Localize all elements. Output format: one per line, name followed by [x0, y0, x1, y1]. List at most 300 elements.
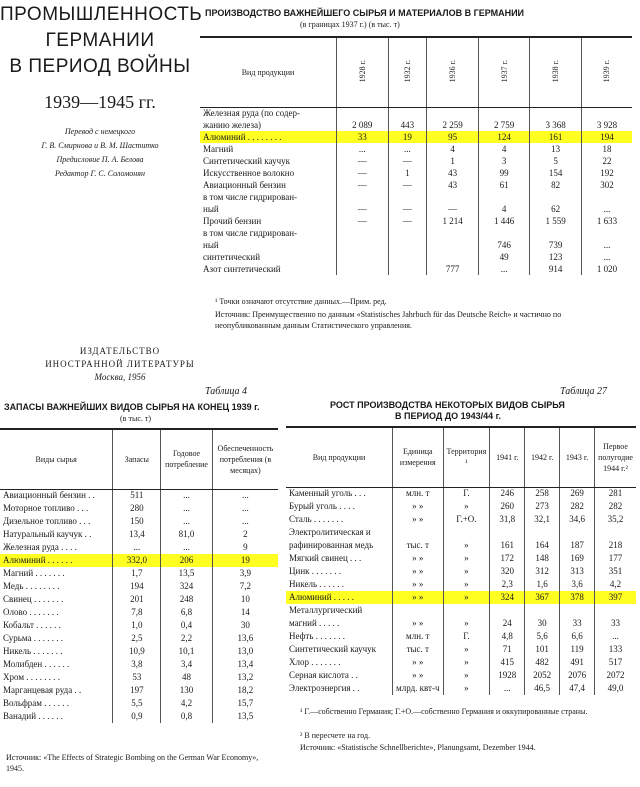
table-cell: 123	[530, 251, 582, 263]
table-cell: млн. т	[393, 630, 444, 643]
row-label: Мягкий свинец . . .	[289, 553, 362, 563]
table-row	[286, 669, 636, 682]
table-cell: 1 020	[581, 263, 632, 275]
t4-source: Источник: «The Effects of Strategic Bombing on the German War Economy», 1945.	[6, 753, 259, 773]
table-row	[286, 552, 636, 565]
table-cell: 71	[490, 643, 525, 656]
table-cell: 13,4	[212, 658, 278, 671]
row-label: Синтетический каучук	[203, 155, 290, 166]
table-row	[200, 191, 632, 203]
table-cell: 9	[212, 541, 278, 554]
column-header: Обеспеченность потребления (в месяцах)	[212, 429, 278, 489]
table-cell: 187	[560, 539, 595, 552]
table-cell	[337, 227, 389, 239]
table-cell: 61	[478, 179, 530, 191]
table-cell: 4,2	[161, 697, 213, 710]
row-label: магний . . . . .	[289, 618, 340, 628]
table-cell	[443, 526, 490, 539]
column-header: 1928 г.	[337, 37, 389, 107]
table-cell: 313	[560, 565, 595, 578]
table-cell: 397	[595, 591, 636, 604]
column-header: Территория ¹	[443, 427, 490, 487]
table-cell: 1	[388, 167, 427, 179]
publisher	[20, 345, 220, 384]
table-cell	[337, 191, 389, 203]
table-cell: 15,7	[212, 697, 278, 710]
table-cell: »	[443, 591, 490, 604]
table-cell: 4,8	[490, 630, 525, 643]
table-cell: 491	[560, 656, 595, 669]
row-label: Алюминий . . . . . .	[3, 555, 73, 565]
row-label: Олово . . . . . . .	[3, 607, 59, 617]
table-cell: » »	[393, 578, 444, 591]
t4-subtitle: (в тыс. т)	[120, 414, 152, 423]
table-cell: ...	[212, 515, 278, 528]
t27-source: Источник: «Statistische Schnellberichte», Planungsamt, Dezember 1944.	[300, 743, 536, 752]
table-cell: 1	[427, 155, 479, 167]
table-cell: 169	[560, 552, 595, 565]
row-label: Никель . . . . . . .	[3, 646, 63, 656]
table-row	[200, 203, 632, 215]
row-label: Бурый уголь . . . .	[289, 501, 356, 511]
table-cell: 192	[581, 167, 632, 179]
table-cell: 99	[478, 167, 530, 179]
table-cell: 101	[525, 643, 560, 656]
column-header: 1943 г.	[560, 427, 595, 487]
table-cell: 33	[337, 131, 389, 143]
table-row	[200, 215, 632, 227]
table-cell: 482	[525, 656, 560, 669]
table-cell	[443, 604, 490, 617]
table-cell: ...	[161, 489, 213, 502]
table-cell	[427, 191, 479, 203]
row-label: Сурьма . . . . . . .	[3, 633, 64, 643]
table-cell	[393, 526, 444, 539]
table-cell: 81,0	[161, 528, 213, 541]
table-cell: тыс. т	[393, 539, 444, 552]
table-row	[200, 119, 632, 131]
row-label: Сталь . . . . . . .	[289, 514, 344, 524]
t27-title: РОСТ ПРОИЗВОДСТВА НЕКОТОРЫХ ВИДОВ СЫРЬЯ	[330, 400, 565, 410]
table-cell: » »	[393, 617, 444, 630]
table-cell: 5	[530, 155, 582, 167]
row-label: Хлор . . . . . . .	[289, 657, 341, 667]
table-row	[0, 528, 278, 541]
table-cell: 13,0	[212, 645, 278, 658]
table-cell: 1 633	[581, 215, 632, 227]
table-cell	[478, 227, 530, 239]
table-cell: 197	[113, 684, 161, 697]
row-label: Синтетический каучук	[289, 644, 376, 654]
row-label: Ванадий . . . . . .	[3, 711, 64, 721]
table-row	[286, 656, 636, 669]
table-row	[200, 239, 632, 251]
table-cell: ...	[581, 203, 632, 215]
table-cell: 13,4	[113, 528, 161, 541]
table-row	[0, 619, 278, 632]
column-header: 1937 г.	[478, 37, 530, 107]
table-cell: 2076	[560, 669, 595, 682]
table-cell	[525, 526, 560, 539]
table-cell: —	[337, 203, 389, 215]
table-cell: 777	[427, 263, 479, 275]
table-row	[0, 684, 278, 697]
table-cell: »	[443, 500, 490, 513]
column-header: 1936 г.	[427, 37, 479, 107]
table-cell: 18,2	[212, 684, 278, 697]
table-cell: 3,8	[113, 658, 161, 671]
table-cell: 19	[388, 131, 427, 143]
table-cell: 258	[525, 487, 560, 500]
table-row	[200, 131, 632, 143]
table-cell: 124	[478, 131, 530, 143]
t27-title-2: В ПЕРИОД ДО 1943/44 г.	[395, 411, 502, 421]
row-label: Алюминий . . . . . . . .	[203, 131, 282, 142]
column-header: Годовое потребление	[161, 429, 213, 489]
t1-table	[200, 36, 632, 275]
t4-table	[0, 428, 278, 723]
table-cell: 150	[113, 515, 161, 528]
table-cell: 2,3	[490, 578, 525, 591]
table-cell	[581, 107, 632, 119]
table-cell: 82	[530, 179, 582, 191]
table-cell: 1 559	[530, 215, 582, 227]
t1-source: Источник: Преимущественно по данным «Statistisches Jahrbuch für das Deutsche Reich» и частично по неопубликованным данным Статистического управления.	[215, 310, 562, 330]
row-label: Цинк . . . . . . .	[289, 566, 342, 576]
table-cell: 18	[581, 143, 632, 155]
table-cell: ...	[595, 630, 636, 643]
table-cell: 517	[595, 656, 636, 669]
t27-table	[286, 426, 636, 695]
table-cell: 30	[212, 619, 278, 632]
table-cell: 32,1	[525, 513, 560, 526]
table-cell: 7,2	[212, 580, 278, 593]
credit-line: Г. В. Смирнова и В. М. Шаститко	[41, 141, 159, 150]
table-cell: —	[388, 179, 427, 191]
table-cell	[490, 526, 525, 539]
table-cell: 2 759	[478, 119, 530, 131]
row-label: синтетический	[203, 251, 261, 262]
book-title	[0, 2, 203, 80]
table-cell: 3,4	[161, 658, 213, 671]
table-cell	[427, 107, 479, 119]
table-cell: 5,6	[525, 630, 560, 643]
table-row	[286, 487, 636, 500]
table-cell: 302	[581, 179, 632, 191]
table-cell	[337, 239, 389, 251]
row-label: Магний . . . . . . .	[3, 568, 65, 578]
table-cell: ...	[337, 143, 389, 155]
table-cell: 324	[490, 591, 525, 604]
table-cell: » »	[393, 591, 444, 604]
column-header: 1942 г.	[525, 427, 560, 487]
table-row	[200, 251, 632, 263]
table-cell	[595, 526, 636, 539]
table-row	[0, 502, 278, 515]
table-cell: » »	[393, 513, 444, 526]
table-cell: 172	[490, 552, 525, 565]
table-cell: 43	[427, 167, 479, 179]
table-row	[0, 671, 278, 684]
table-cell: 415	[490, 656, 525, 669]
table-cell: Г.	[443, 630, 490, 643]
publisher-city: Москва, 1956	[94, 372, 146, 382]
table-cell: 511	[113, 489, 161, 502]
table-row	[286, 591, 636, 604]
table-cell: ...	[212, 502, 278, 515]
row-label: Дизельное топливо . . .	[3, 516, 91, 526]
table-cell: » »	[393, 565, 444, 578]
table-cell: 13	[530, 143, 582, 155]
t1-subtitle: (в границах 1937 г.) (в тыс. т)	[300, 20, 400, 29]
table-cell: »	[443, 682, 490, 695]
table-cell: 201	[113, 593, 161, 606]
table-cell	[427, 239, 479, 251]
table-cell: —	[388, 203, 427, 215]
table-cell: 47,4	[560, 682, 595, 695]
table-cell: 1,0	[113, 619, 161, 632]
column-header: Единица измерения	[393, 427, 444, 487]
row-label: Электроэнергия . .	[289, 683, 360, 693]
table-cell: ...	[161, 502, 213, 515]
table-row	[286, 578, 636, 591]
table-cell: 218	[595, 539, 636, 552]
publisher-line: ИЗДАТЕЛЬСТВО	[79, 346, 161, 356]
table-cell: —	[388, 155, 427, 167]
row-label: Металлургический	[289, 605, 363, 615]
row-label: Нефть . . . . . . .	[289, 631, 345, 641]
table-cell: 14	[212, 606, 278, 619]
publisher-line: ИНОСТРАННОЙ ЛИТЕРАТУРЫ	[45, 359, 195, 369]
table-cell: 34,6	[560, 513, 595, 526]
table-row	[0, 554, 278, 567]
table-cell: 154	[530, 167, 582, 179]
table-cell: 2 259	[427, 119, 479, 131]
credit-line: Перевод с немецкого	[64, 127, 136, 136]
t4-title: ЗАПАСЫ ВАЖНЕЙШИХ ВИДОВ СЫРЬЯ НА КОНЕЦ 1939 г.	[4, 402, 260, 412]
table-cell	[490, 604, 525, 617]
table-cell	[388, 227, 427, 239]
table-cell: 3 928	[581, 119, 632, 131]
table-row	[0, 489, 278, 502]
table-cell	[388, 191, 427, 203]
table-cell: 1928	[490, 669, 525, 682]
table-cell: 312	[525, 565, 560, 578]
table-cell: 324	[161, 580, 213, 593]
table-cell: 43	[427, 179, 479, 191]
table-cell: 13,2	[212, 671, 278, 684]
t27-note-1: ¹ Г.—собственно Германия; Г.+О.—собственно Германия и оккупированные страны.	[300, 707, 588, 716]
table-row	[200, 227, 632, 239]
table-cell: 914	[530, 263, 582, 275]
column-header: Первое полугодие 1944 г.²	[595, 427, 636, 487]
row-label: Хром . . . . . . . .	[3, 672, 61, 682]
credit-line: Редактор Г. С. Соломонян	[55, 169, 145, 178]
t1-col-head: Вид продукции	[200, 37, 337, 107]
table-cell	[560, 526, 595, 539]
table-cell: 13,5	[161, 567, 213, 580]
table-cell: 2,5	[113, 632, 161, 645]
table-cell	[581, 191, 632, 203]
table-cell: 260	[490, 500, 525, 513]
table-cell	[393, 604, 444, 617]
table-cell: 281	[595, 487, 636, 500]
table-cell: 0,4	[161, 619, 213, 632]
table-row	[0, 580, 278, 593]
table-cell: 10,9	[113, 645, 161, 658]
table-cell: тыс. т	[393, 643, 444, 656]
table-cell: ...	[490, 682, 525, 695]
table-cell: 3	[478, 155, 530, 167]
table-cell	[478, 107, 530, 119]
table-cell: —	[337, 179, 389, 191]
column-header: 1939 г.	[581, 37, 632, 107]
table-cell: 6,8	[161, 606, 213, 619]
table-row	[0, 541, 278, 554]
table-cell: 1 214	[427, 215, 479, 227]
table-cell: ...	[581, 239, 632, 251]
t27-label: Таблица 27	[560, 386, 607, 397]
table-cell: 4	[427, 143, 479, 155]
row-label: ный	[203, 239, 219, 250]
row-label: Натуральный каучук . .	[3, 529, 92, 539]
table-cell: ...	[113, 541, 161, 554]
table-cell: 22	[581, 155, 632, 167]
table-cell: 30	[525, 617, 560, 630]
table-cell	[595, 604, 636, 617]
table-cell: 35,2	[595, 513, 636, 526]
table-cell: 10	[212, 593, 278, 606]
table-cell: 13,6	[212, 632, 278, 645]
row-label: Магний	[203, 143, 234, 154]
t27-note-2: ² В пересчете на год.	[300, 731, 371, 740]
table-cell	[560, 604, 595, 617]
table-cell: 53	[113, 671, 161, 684]
table-cell: 46,5	[525, 682, 560, 695]
table-cell: 367	[525, 591, 560, 604]
table-cell	[388, 263, 427, 275]
table-cell: 6,6	[560, 630, 595, 643]
table-cell: »	[443, 656, 490, 669]
table-cell: ...	[388, 143, 427, 155]
table-cell: 49,0	[595, 682, 636, 695]
table-row	[286, 526, 636, 539]
table-cell: 2	[212, 528, 278, 541]
table-cell: 161	[530, 131, 582, 143]
table-cell	[388, 251, 427, 263]
table-cell: 31,8	[490, 513, 525, 526]
table-row	[286, 682, 636, 695]
table-cell: 133	[595, 643, 636, 656]
table-cell: 13,5	[212, 710, 278, 723]
table-cell: 164	[525, 539, 560, 552]
table-cell: 1,7	[113, 567, 161, 580]
table-cell: » »	[393, 669, 444, 682]
t4-label: Таблица 4	[205, 386, 247, 397]
table-row	[200, 167, 632, 179]
table-cell	[388, 107, 427, 119]
table-cell: 320	[490, 565, 525, 578]
table-cell: 206	[161, 554, 213, 567]
table-cell: »	[443, 552, 490, 565]
table-cell: 19	[212, 554, 278, 567]
table-cell: млн. т	[393, 487, 444, 500]
t1-note: ¹ Точки означают отсутствие данных.—Прим. ред.	[215, 297, 387, 306]
table-cell: 7,8	[113, 606, 161, 619]
table-cell: 49	[478, 251, 530, 263]
table-cell: 246	[490, 487, 525, 500]
table-cell: 3,6	[560, 578, 595, 591]
book-credits	[0, 125, 200, 181]
table-cell: ...	[581, 251, 632, 263]
row-label: Азот синтетический	[203, 263, 281, 274]
table-cell	[337, 251, 389, 263]
table-cell: »	[443, 565, 490, 578]
table-cell: 2052	[525, 669, 560, 682]
table-row	[200, 155, 632, 167]
table-row	[286, 604, 636, 617]
table-cell	[337, 107, 389, 119]
table-cell: Г.	[443, 487, 490, 500]
table-row	[0, 567, 278, 580]
table-row	[286, 617, 636, 630]
table-cell: 1,6	[525, 578, 560, 591]
table-cell	[530, 191, 582, 203]
table-cell: »	[443, 578, 490, 591]
table-cell: 378	[560, 591, 595, 604]
row-label: Авиационный бензин . .	[3, 490, 95, 501]
table-cell	[530, 107, 582, 119]
table-row	[200, 107, 632, 119]
table-cell: 4	[478, 143, 530, 155]
table-cell	[337, 263, 389, 275]
table-cell	[427, 227, 479, 239]
table-cell: —	[337, 155, 389, 167]
row-label: в том числе гидрирован-	[203, 227, 298, 238]
table-row	[286, 500, 636, 513]
table-cell: 273	[525, 500, 560, 513]
row-label: Кобальт . . . . . .	[3, 620, 61, 630]
table-cell: 0,8	[161, 710, 213, 723]
table-cell: 4,2	[595, 578, 636, 591]
row-label: ный	[203, 203, 219, 214]
table-cell: 2072	[595, 669, 636, 682]
table-cell: 3,9	[212, 567, 278, 580]
table-cell: 351	[595, 565, 636, 578]
row-label: рафинированная медь	[289, 540, 374, 550]
table-cell: 332,0	[113, 554, 161, 567]
table-cell	[427, 251, 479, 263]
table-row	[0, 606, 278, 619]
table-cell: »	[443, 643, 490, 656]
column-header: Вид продукции	[286, 427, 393, 487]
table-cell: 2 089	[337, 119, 389, 131]
row-label: Вольфрам . . . . . .	[3, 698, 70, 708]
table-cell: 161	[490, 539, 525, 552]
row-label: Молибден . . . . . .	[3, 659, 70, 669]
table-cell: 0,9	[113, 710, 161, 723]
table-cell: 3 368	[530, 119, 582, 131]
table-cell	[525, 604, 560, 617]
row-label: Серная кислота . .	[289, 670, 358, 680]
table-cell: 130	[161, 684, 213, 697]
table-cell: 33	[560, 617, 595, 630]
row-label: Электролитическая и	[289, 527, 371, 537]
table-cell: Г.+О.	[443, 513, 490, 526]
table-cell: 746	[478, 239, 530, 251]
row-label: Никель . . . . . .	[289, 579, 345, 589]
table-row	[0, 710, 278, 723]
